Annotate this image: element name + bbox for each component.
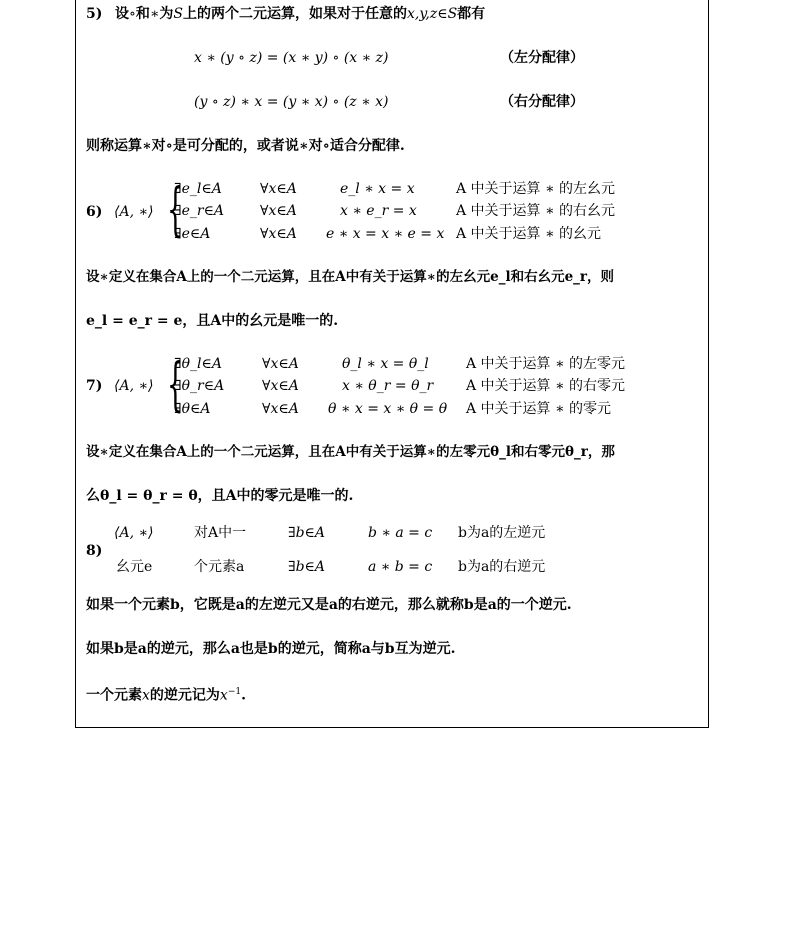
- item-7-brace: {: [167, 350, 184, 418]
- zero-row-right-eq: x ∗ θ_r = θ_r: [342, 378, 434, 394]
- zero-row-left-desc: A 中关于运算 ∗ 的左零元: [466, 356, 625, 372]
- inverse-identity: 幺元e: [116, 559, 153, 575]
- identity-row-right-desc: A 中关于运算 ∗ 的右幺元: [456, 203, 615, 219]
- mutual-inverse: 如果b是a的逆元，那么a也是b的逆元，简称a与b互为逆元.: [86, 641, 456, 657]
- left-distributive-formula: x ∗ (y ∘ z) = (x ∗ y) ∘ (x ∗ z): [194, 50, 389, 66]
- item-6-brace: {: [167, 175, 184, 243]
- identity-theorem-line2: e_l = e_r = e，且A中的幺元是唯一的.: [86, 313, 339, 329]
- item-8-number: 8): [86, 543, 103, 559]
- inverse-right-exists: ∃b∈A: [288, 559, 326, 575]
- inverse-left-exists: ∃b∈A: [288, 525, 326, 541]
- identity-row-right-eq: x ∗ e_r = x: [340, 203, 417, 219]
- item-7-structure: ⟨A, ∗⟩: [114, 378, 154, 394]
- identity-row-left-eq: e_l ∗ x = x: [340, 181, 415, 197]
- identity-row-both-eq: e ∗ x = x ∗ e = x: [326, 226, 445, 242]
- identity-row-left-forall: ∀x∈A: [260, 181, 297, 197]
- right-distributive-formula: (y ∘ z) ∗ x = (y ∗ x) ∘ (z ∗ x): [194, 94, 389, 110]
- inverse-right-desc: b为a的右逆元: [458, 559, 546, 575]
- inverse-definition: 如果一个元素b，它既是a的左逆元又是a的右逆元，那么就称b是a的一个逆元.: [86, 597, 572, 613]
- zero-row-both-forall: ∀x∈A: [262, 401, 299, 417]
- item-5-number: 5): [86, 6, 103, 22]
- zero-row-both-exists: ∃θ∈A: [174, 401, 211, 417]
- zero-row-left-forall: ∀x∈A: [262, 356, 299, 372]
- inverse-for-element-2: 个元素a: [194, 559, 245, 575]
- item-5-intro: 设∘和∗为S上的两个二元运算，如果对于任意的x,y,z∈S都有: [115, 6, 486, 22]
- zero-row-left-exists: ∃θ_l∈A: [174, 356, 222, 372]
- inverse-notation: 一个元素x的逆元记为$x^{-1}$.: [86, 687, 246, 704]
- zero-theorem-line2: 么θ_l = θ_r = θ，且A中的零元是唯一的.: [86, 488, 354, 504]
- zero-row-right-exists: ∃θ_r∈A: [174, 378, 225, 394]
- identity-row-right-exists: ∃e_r∈A: [174, 203, 225, 219]
- inverse-left-eq: b ∗ a = c: [368, 525, 433, 541]
- zero-row-right-forall: ∀x∈A: [262, 378, 299, 394]
- left-distributive-label: （左分配律）: [500, 50, 584, 66]
- identity-theorem-line1: 设∗定义在集合A上的一个二元运算，且在A中有关于运算∗的左幺元e_l和右幺元e_r，则: [86, 269, 615, 285]
- identity-row-left-desc: A 中关于运算 ∗ 的左幺元: [456, 181, 615, 197]
- identity-row-right-forall: ∀x∈A: [260, 203, 297, 219]
- identity-row-both-desc: A 中关于运算 ∗ 的幺元: [456, 226, 601, 242]
- identity-row-both-exists: ∃e∈A: [174, 226, 211, 242]
- item-7-number: 7): [86, 378, 103, 394]
- zero-row-both-desc: A 中关于运算 ∗ 的零元: [466, 401, 611, 417]
- identity-row-both-forall: ∀x∈A: [260, 226, 297, 242]
- inverse-for-element-1: 对A中一: [194, 525, 247, 541]
- distributive-conclusion: 则称运算∗对∘是可分配的，或者说∗对∘适合分配律.: [86, 138, 405, 154]
- inverse-left-desc: b为a的左逆元: [458, 525, 546, 541]
- right-distributive-label: （右分配律）: [500, 94, 584, 110]
- zero-row-both-eq: θ ∗ x = x ∗ θ = θ: [328, 401, 448, 417]
- zero-theorem-line1: 设∗定义在集合A上的一个二元运算，且在A中有关于运算∗的左零元θ_l和右零元θ_r，那: [86, 444, 615, 460]
- identity-row-left-exists: ∃e_l∈A: [174, 181, 222, 197]
- inverse-right-eq: a ∗ b = c: [368, 559, 433, 575]
- item-6-structure: ⟨A, ∗⟩: [114, 204, 154, 220]
- zero-row-left-eq: θ_l ∗ x = θ_l: [342, 356, 429, 372]
- item-6-number: 6): [86, 204, 103, 220]
- zero-row-right-desc: A 中关于运算 ∗ 的右零元: [466, 378, 625, 394]
- inverse-structure: ⟨A, ∗⟩: [114, 525, 154, 541]
